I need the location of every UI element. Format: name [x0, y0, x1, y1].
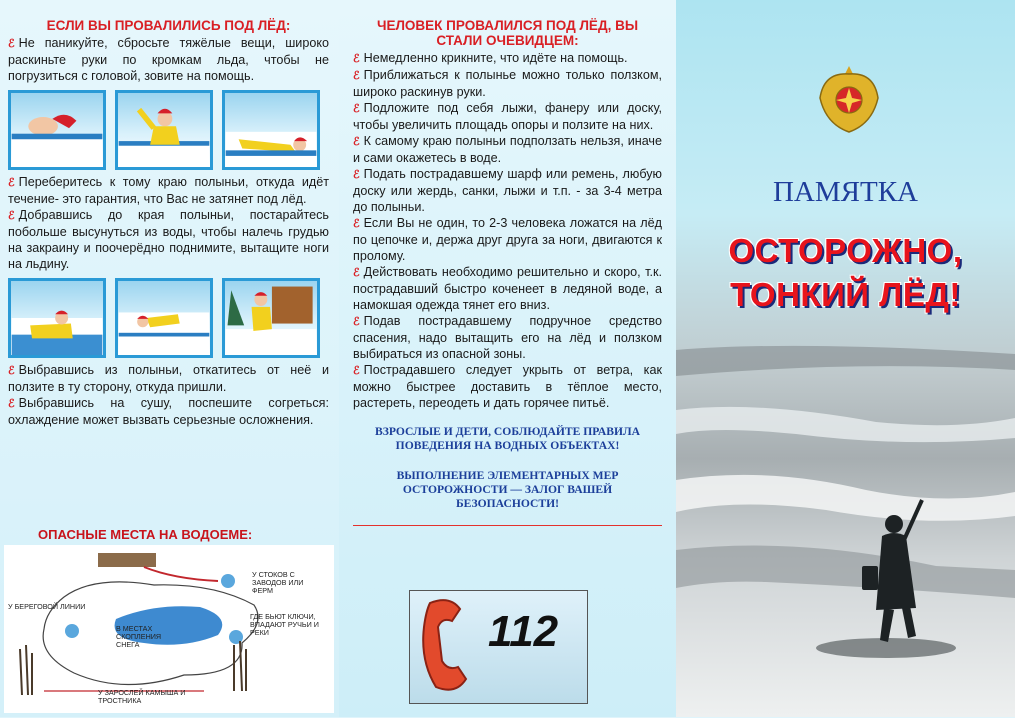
map-label-shore: У БЕРЕГОВОЙ ЛИНИИ	[8, 602, 86, 611]
rules-note: ВЗРОСЛЫЕ И ДЕТИ, СОБЛЮДАЙТЕ ПРАВИЛА ПОВЕДЕНИЯ НА ВОДНЫХ ОБЪЕКТАХ!	[374, 425, 640, 452]
bullet-icon: ℰ	[353, 169, 360, 181]
panel1-list-c	[8, 362, 329, 428]
list-item-text: Если Вы не один, то 2-3 человека ложатся на лёд по цепочке и, держа друг друга за ноги, двигаются к пролому.	[353, 216, 662, 263]
panel1-heading: ЕСЛИ ВЫ ПРОВАЛИЛИСЬ ПОД ЛЁД:	[46, 18, 291, 33]
bullet-icon: ℰ	[8, 210, 15, 222]
list-item	[353, 313, 662, 362]
list-item-text: Пострадавшего следует укрыть от ветра, как можно быстрее доставить в тёплое место, растереть, переодеть и дать горячее питьё.	[353, 363, 662, 410]
list-item	[8, 395, 329, 428]
ice-scene-photo	[676, 330, 1015, 717]
panel1-list-a	[8, 35, 329, 84]
map-label-snow: В МЕСТАХ СКОПЛЕНИЯ СНЕГА	[116, 624, 162, 649]
list-item	[8, 35, 329, 84]
list-item-text: Переберитесь к тому краю полыньи, откуда идёт течение- это гарантия, что Вас не затянет под лёд.	[8, 175, 329, 206]
illustrations-row-2	[8, 278, 329, 358]
emergency-phone-box	[409, 590, 588, 704]
list-item	[8, 362, 329, 395]
panel-cover	[676, 0, 1015, 717]
danger-places-map	[4, 545, 334, 713]
list-item-text: Выбравшись на сушу, поспешите согреться: охлаждение может вызвать серьезные осложнения.	[8, 396, 329, 427]
title-line-2: ТОНКИЙ ЛЁД!	[730, 276, 961, 313]
list-item	[353, 264, 662, 313]
mchs-emblem-icon	[814, 58, 884, 138]
illustration-rolling-away	[115, 278, 213, 358]
list-item	[8, 174, 329, 207]
illustration-calling-help	[115, 90, 213, 170]
list-item-text: Не паникуйте, сбросьте тяжёлые вещи, широко раскиньте руки по кромкам льда, чтобы не погрузиться с головой, зовите на помощь.	[8, 36, 329, 83]
safety-note: ВЫПОЛНЕНИЕ ЭЛЕМЕНТАРНЫХ МЕР ОСТОРОЖНОСТИ — ЗАЛОГ ВАШЕЙ БЕЗОПАСНОСТИ!	[396, 469, 619, 510]
map-label-reeds: У ЗАРОСЛЕЙ КАМЫША И ТРОСТНИКА	[98, 688, 186, 705]
bullet-icon: ℰ	[8, 398, 15, 410]
illustration-on-ice-edge	[222, 90, 320, 170]
list-item	[353, 133, 662, 166]
list-item-text: Приближаться к полынье можно только ползком, широко раскинув руки.	[353, 68, 662, 99]
bullet-icon: ℰ	[8, 38, 15, 50]
list-item	[353, 215, 662, 264]
list-item	[353, 166, 662, 215]
bullet-icon: ℰ	[353, 53, 360, 65]
list-item-text: Выбравшись из полыньи, откатитесь от неё и ползите в ту сторону, откуда пришли.	[8, 363, 329, 394]
illustration-getting-warm	[222, 278, 320, 358]
list-item	[353, 67, 662, 100]
bullet-icon: ℰ	[353, 316, 360, 328]
emergency-number: 112	[488, 607, 559, 656]
bullet-icon: ℰ	[353, 267, 360, 279]
list-item	[353, 50, 662, 67]
illustrations-row-1	[8, 90, 329, 170]
map-label-springs: ГДЕ БЬЮТ КЛЮЧИ, ВПАДАЮТ РУЧЬИ И РЕКИ	[250, 612, 319, 637]
list-item-text: Подав пострадавшему подручное средство спасения, надо вытащить его на лёд и ползком выбираться из опасной зоны.	[353, 314, 662, 361]
list-item-text: Подложите под себя лыжи, фанеру или доску, чтобы увеличить площадь опоры и ползите на них.	[353, 101, 662, 132]
illustration-climbing-out	[8, 278, 106, 358]
panel2-list	[353, 50, 662, 411]
bullet-icon: ℰ	[8, 365, 15, 377]
illustration-fallen-in	[8, 90, 106, 170]
title-line-1: ОСТОРОЖНО,	[728, 232, 963, 269]
list-item-text: Действовать необходимо решительно и скоро, т.к. пострадавший быстро коченеет в ледяной воде, а намокшая одежда тянет его вниз.	[353, 265, 662, 312]
list-item-text: Немедленно крикните, что идёте на помощь.	[363, 51, 628, 65]
bullet-icon: ℰ	[353, 218, 360, 230]
bullet-icon: ℰ	[353, 365, 360, 377]
list-item-text: Подать пострадавшему шарф или ремень, любую доску или жердь, санки, лыжи и т.п. - за 3-4 метра до полыньи.	[353, 167, 662, 214]
map-label-factories: У СТОКОВ С ЗАВОДОВ ИЛИ ФЕРМ	[252, 570, 304, 595]
phone-handset-icon	[416, 591, 486, 703]
bullet-icon: ℰ	[353, 70, 360, 82]
panel1-list-b	[8, 174, 329, 272]
dangers-title: ОПАСНЫЕ МЕСТА НА ВОДОЕМЕ:	[38, 527, 253, 542]
list-item	[353, 362, 662, 411]
bullet-icon: ℰ	[8, 177, 15, 189]
list-item	[353, 100, 662, 133]
bullet-icon: ℰ	[353, 103, 360, 115]
list-item	[8, 207, 329, 272]
memo-label: ПАМЯТКА	[772, 176, 918, 208]
panel2-heading: ЧЕЛОВЕК ПРОВАЛИЛСЯ ПОД ЛЁД, ВЫ СТАЛИ ОЧЕВИДЦЕМ:	[376, 18, 639, 48]
list-item-text: Добравшись до края полыньи, постарайтесь побольше высунуться из воды, чтобы налечь грудью на закраину и поочерёдно поднимите, вытащите ноги на льдину.	[8, 208, 329, 271]
divider	[353, 525, 662, 526]
list-item-text: К самому краю полыньи подползать нельзя, иначе и сами окажетесь в воде.	[353, 134, 662, 165]
bullet-icon: ℰ	[353, 136, 360, 148]
